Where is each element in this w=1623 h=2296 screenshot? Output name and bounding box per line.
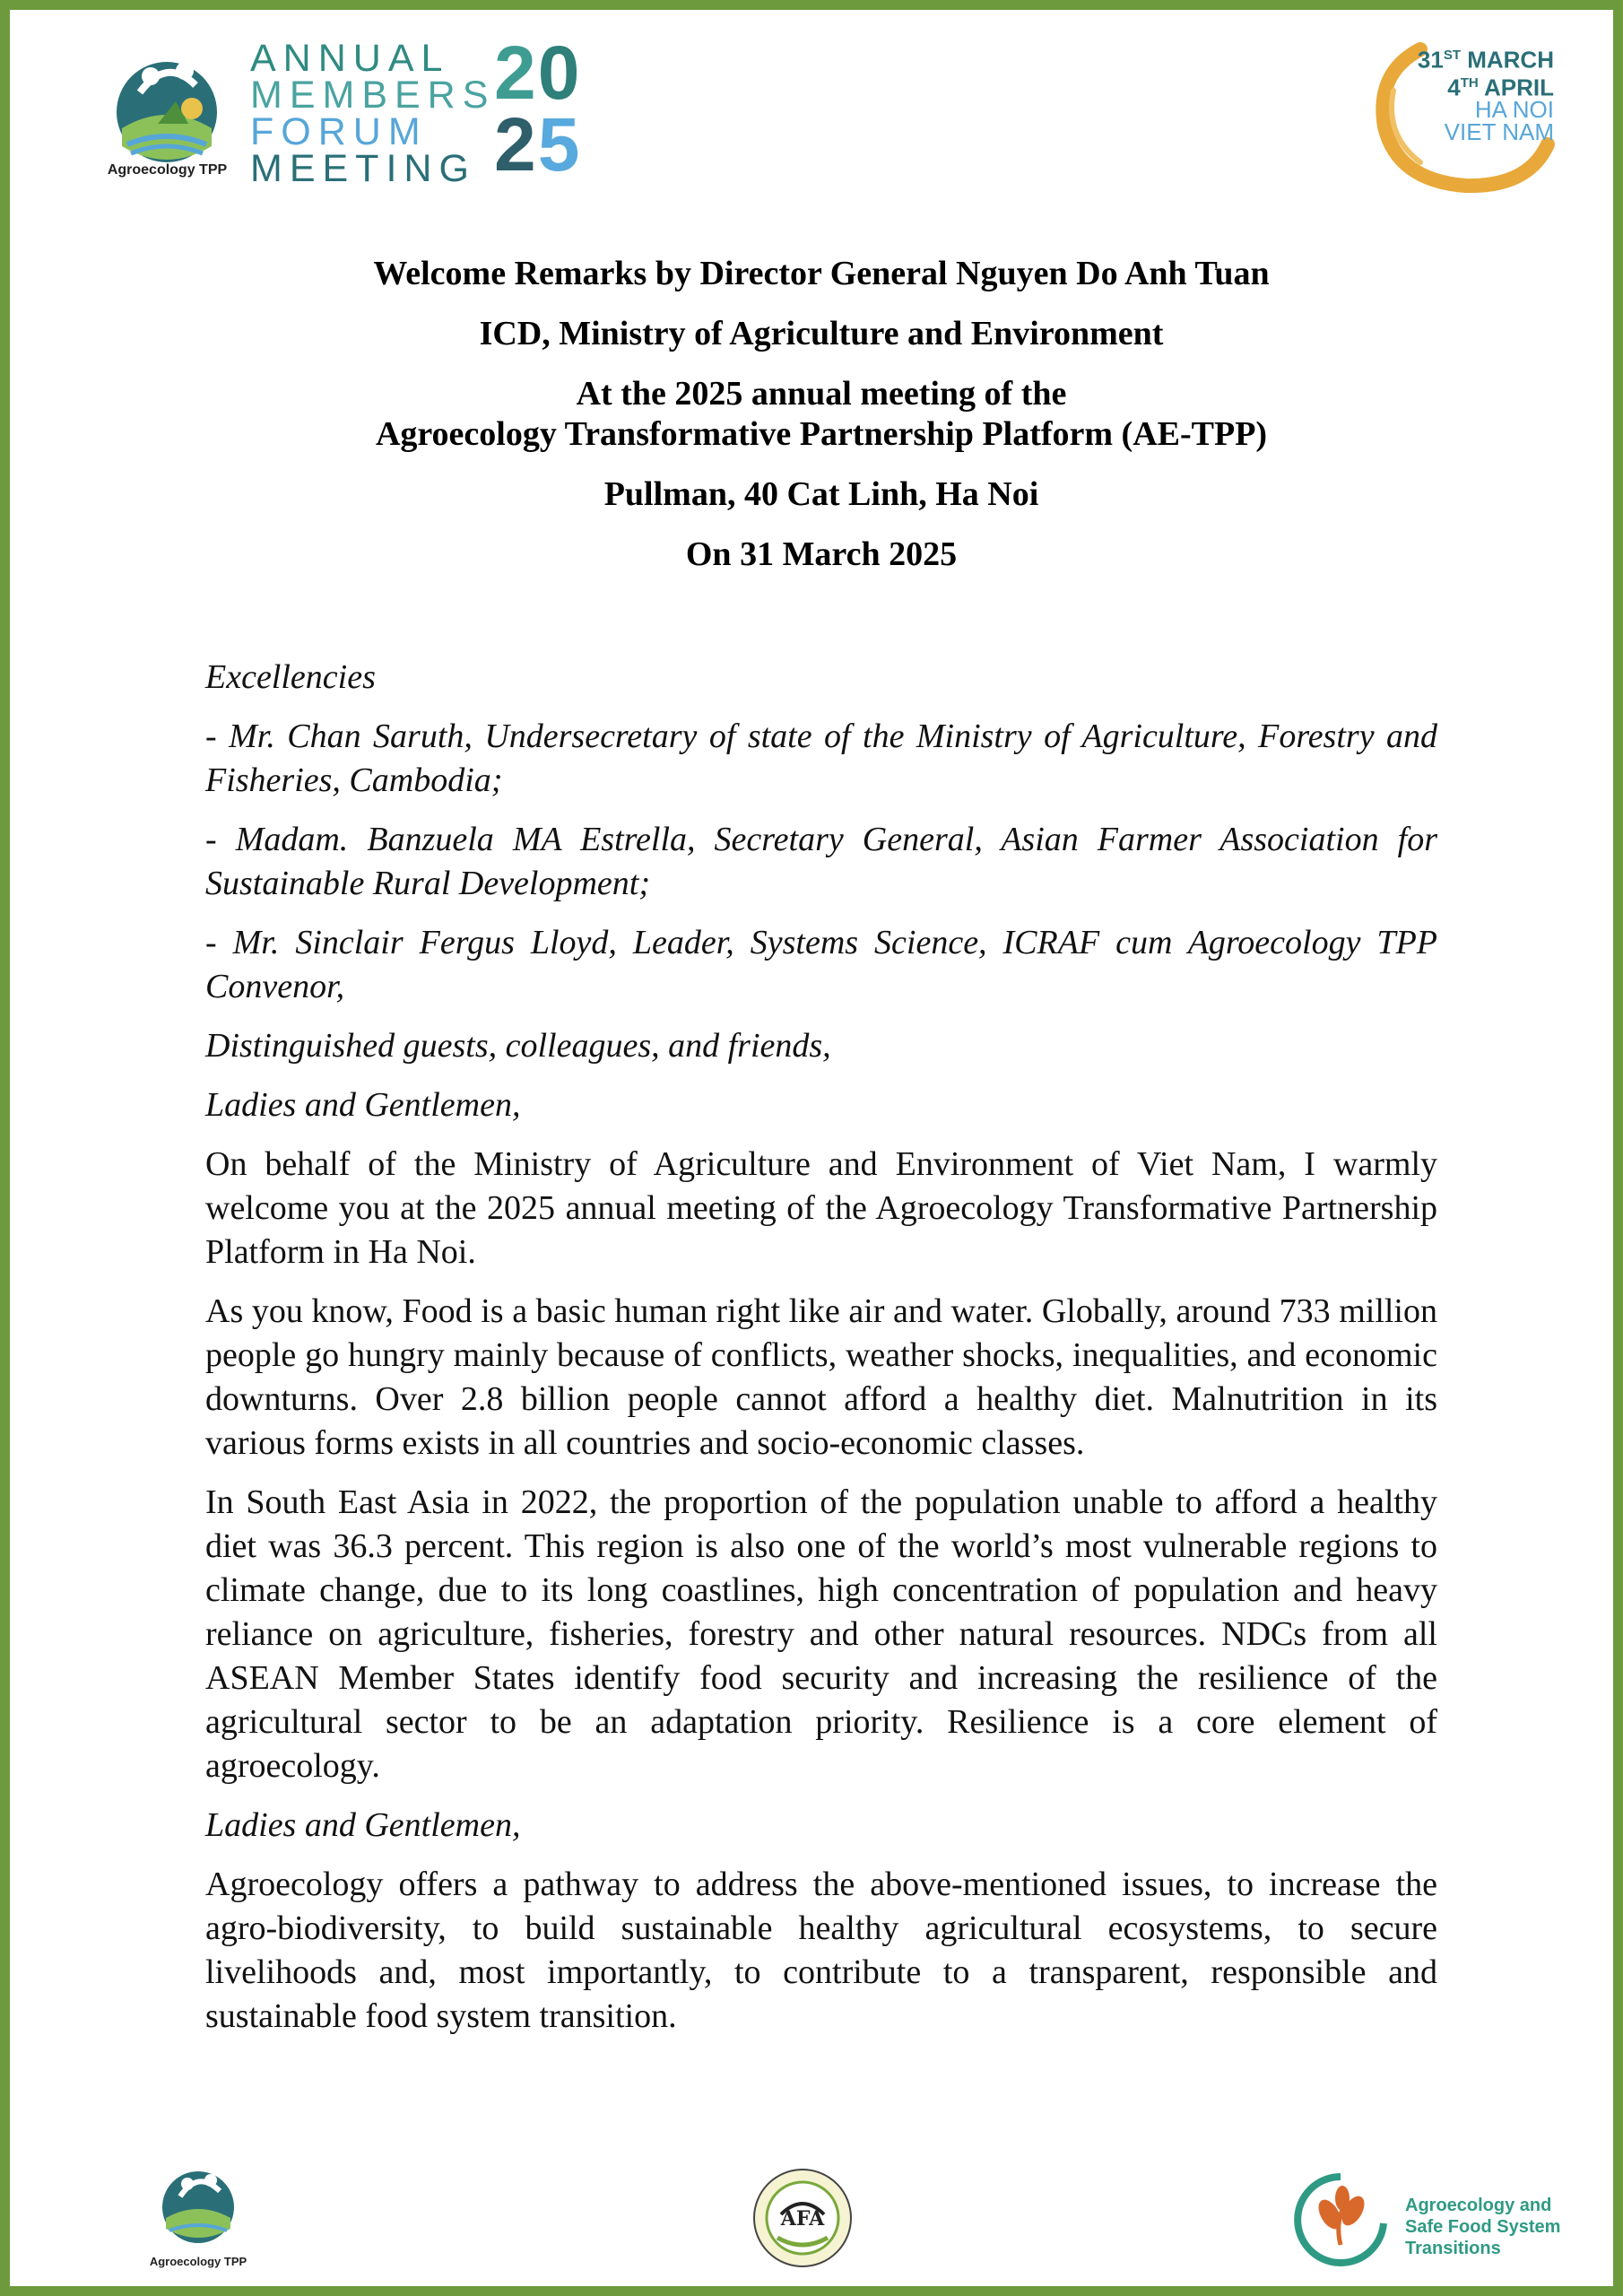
asfst-logo bbox=[1290, 2170, 1391, 2270]
paragraph-welcome: On behalf of the Ministry of Agriculture and Environment of Viet Nam, I warmly welcome you at the 2025 annual meeting of the Agroecology Transformative Partnership Platform in Ha Noi. bbox=[205, 1145, 1437, 1271]
forum-line-members: MEMBERS bbox=[250, 74, 496, 117]
date-country: VIET NAM bbox=[1444, 118, 1554, 146]
paragraph-south-east-asia: In South East Asia in 2022, the proportion of the population unable to afford a healthy diet was 36.3 percent. This region is also one of the world’s most vulnerable regions to climate change, due to its long coastlines, high concentration of population and heavy reliance on agriculture, fisheries, forestry and other natural resources. NDCs from all ASEAN Member States identify food security and increasing the resilience of the agricultural sector to be an adaptation priority. Resilience is a core element of agroecology. bbox=[205, 1483, 1437, 1785]
year-line-1 bbox=[494, 30, 582, 115]
footer-tpp-logo bbox=[153, 2161, 243, 2259]
asfst-line-2: Safe Food System bbox=[1405, 2217, 1561, 2237]
event-dates bbox=[1418, 44, 1554, 144]
dignitary-3: - Mr. Sinclair Fergus Lloyd, Leader, Systems Science, ICRAF cum Agroecology TPP Convenor, bbox=[205, 924, 1437, 1005]
asfst-line-3: Transitions bbox=[1405, 2239, 1501, 2258]
year-digit: 2 bbox=[494, 102, 538, 187]
date-number: 4 bbox=[1447, 74, 1461, 101]
speech-body bbox=[205, 656, 1437, 2054]
title-line-1: Welcome Remarks by Director General Nguyen Do Anh Tuan bbox=[373, 255, 1270, 292]
title-line-2: ICD, Ministry of Agriculture and Environment bbox=[479, 315, 1164, 352]
afa-initials: AFA bbox=[780, 2207, 825, 2231]
date-line-2 bbox=[1418, 72, 1554, 100]
salutation: Excellencies bbox=[205, 658, 376, 696]
date-month: APRIL bbox=[1478, 74, 1554, 101]
year-digit: 5 bbox=[537, 102, 582, 187]
title-line-6: On 31 March 2025 bbox=[685, 535, 958, 573]
date-ordinal: ST bbox=[1443, 48, 1461, 63]
ladies-gentlemen-1: Ladies and Gentlemen, bbox=[205, 1086, 521, 1124]
year-digit: 0 bbox=[537, 30, 582, 115]
date-number: 31 bbox=[1417, 46, 1444, 74]
ladies-gentlemen-2: Ladies and Gentlemen, bbox=[205, 1806, 521, 1844]
dignitary-2: - Madam. Banzuela MA Estrella, Secretary General, Asian Farmer Association for Sustainable Rural Development; bbox=[205, 821, 1437, 902]
date-month: MARCH bbox=[1461, 46, 1554, 74]
speech-title-block bbox=[10, 254, 1623, 575]
asfst-name bbox=[1405, 2195, 1560, 2259]
forum-title bbox=[250, 37, 496, 190]
forum-line-meeting: MEETING bbox=[250, 147, 476, 190]
footer-tpp-caption: Agroecology TPP bbox=[149, 2255, 247, 2268]
date-ordinal: TH bbox=[1460, 74, 1479, 91]
header bbox=[10, 10, 1613, 216]
title-line-3: At the 2025 annual meeting of the bbox=[576, 375, 1067, 413]
year-digit: 2 bbox=[494, 30, 538, 115]
logo-caption: Agroecology TPP bbox=[107, 162, 228, 178]
afa-seal-logo bbox=[751, 2166, 855, 2270]
asfst-line-1: Agroecology and bbox=[1405, 2196, 1552, 2215]
forum-line-forum: FORUM bbox=[250, 110, 428, 153]
year-line-2 bbox=[494, 102, 582, 187]
title-line-4: Agroecology Transformative Partnership Platform (AE-TPP) bbox=[375, 415, 1268, 453]
forum-line-annual: ANNUAL bbox=[250, 37, 450, 80]
guests-greeting: Distinguished guests, colleagues, and friends, bbox=[205, 1027, 831, 1065]
title-line-5: Pullman, 40 Cat Linh, Ha Noi bbox=[603, 475, 1039, 513]
dignitary-1: - Mr. Chan Saruth, Undersecretary of state of the Ministry of Agriculture, Forestry and Fisheries, Cambodia; bbox=[205, 718, 1437, 799]
date-line-1 bbox=[1418, 44, 1554, 72]
forum-year bbox=[494, 30, 582, 187]
paragraph-agroecology: Agroecology offers a pathway to address the above-mentioned issues, to increase the agro-biodiversity, to build sustainable healthy agricultural ecosystems, to secure livelihoods and, most importantly, to contribute to a transparent, responsible and sustainable food system transition. bbox=[205, 1866, 1437, 2035]
date-city: HA NOI bbox=[1474, 96, 1554, 124]
paragraph-food-right: As you know, Food is a basic human right like air and water. Globally, around 733 million people go hungry mainly because of conflicts, weather shocks, inequalities, and economic downturns. Over 2.8 billion people cannot afford a healthy diet. Malnutrition in its various forms exists in all countries and socio-economic classes. bbox=[205, 1292, 1437, 1462]
